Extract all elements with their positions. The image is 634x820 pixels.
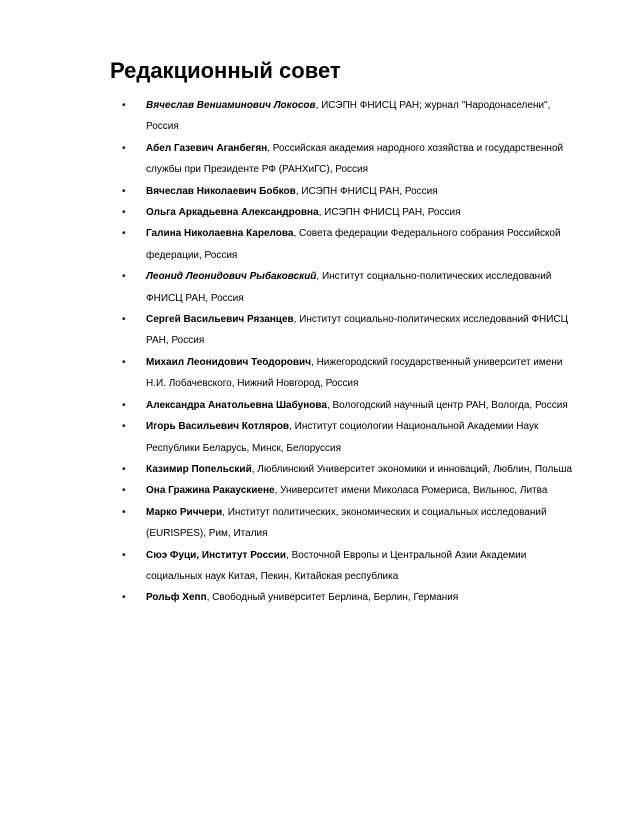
- member-name: Сергей Васильевич Рязанцев: [146, 314, 294, 326]
- bullet-icon: •: [122, 185, 126, 197]
- member-name: Вячеслав Николаевич Бобков: [146, 185, 296, 197]
- member-name: Рольф Хепп: [146, 592, 207, 604]
- bullet-icon: •: [122, 207, 126, 219]
- bullet-icon: •: [122, 142, 126, 154]
- member-affiliation: , ИСЭПН ФНИСЦ РАН, Россия: [295, 185, 438, 197]
- member-affiliation: , Институт политических, экономических и социальных исследований (EURISPES), Рим, Италия: [146, 506, 547, 540]
- member-name: Сюэ Фуци, Институт России: [146, 549, 287, 561]
- member-affiliation: , Институт социологии Национальной Академии Наук Республики Беларусь, Минск, Белоруссия: [146, 421, 539, 454]
- bullet-icon: •: [122, 314, 126, 326]
- member-affiliation: , Вологодский научный центр РАН, Вологда, Россия: [326, 399, 568, 411]
- list-item: [122, 95, 576, 138]
- list-item: [122, 587, 576, 608]
- bullet-icon: •: [122, 506, 126, 518]
- member-name: Ольга Аркадьевна Александровна: [146, 207, 319, 219]
- list-item: [122, 223, 576, 266]
- member-affiliation: , Институт социально-политических исследований ФНИСЦ РАН, Россия: [146, 271, 552, 304]
- member-affiliation: , ИСЭПН ФНИСЦ РАН, Россия: [318, 207, 461, 219]
- member-affiliation: , Институт социально-политических исследований ФНИСЦ РАН, Россия: [146, 314, 569, 347]
- member-name: Галина Николаевна Карелова: [146, 228, 294, 240]
- member-affiliation: , Совета федерации Федерального собрания Российской федерации, Россия: [146, 228, 561, 261]
- bullet-icon: •: [122, 271, 126, 283]
- member-affiliation: , Люблинский Университет экономики и инноваций, Люблин, Польша: [251, 463, 573, 475]
- bullet-icon: •: [122, 549, 126, 561]
- list-item: [122, 459, 576, 480]
- member-name: Она Гражина Ракаускиене: [146, 485, 275, 497]
- member-name: Леонид Леонидович Рыбаковский: [146, 271, 317, 283]
- member-affiliation: , ИСЭПН ФНИСЦ РАН; журнал "Народонаселени", Россия: [146, 100, 551, 133]
- list-item: [122, 181, 576, 202]
- member-name: Марко Риччери: [146, 506, 223, 518]
- member-affiliation: , Свободный университет Берлина, Берлин, Германия: [206, 592, 459, 604]
- bullet-icon: •: [122, 228, 126, 240]
- list-item: [122, 395, 576, 416]
- list-item: [122, 480, 576, 501]
- list-item: [122, 352, 576, 395]
- bullet-icon: •: [122, 485, 126, 497]
- bullet-icon: •: [122, 399, 126, 411]
- bullet-icon: •: [122, 421, 126, 433]
- list-item: [122, 545, 576, 588]
- member-affiliation: , Российская академия народного хозяйства и государственной службы при Президенте РФ (РАНХиГС), Россия: [146, 142, 564, 176]
- bullet-icon: •: [122, 463, 126, 475]
- bullet-icon: •: [122, 592, 126, 604]
- list-item: [122, 202, 576, 223]
- member-affiliation: , Нижегородский государственный университет имени Н.И. Лобачевского, Нижний Новгород, Россия: [146, 356, 563, 390]
- list-item: [122, 502, 576, 545]
- member-name: Александра Анатольевна Шабунова: [146, 399, 327, 411]
- member-name: Казимир Попельский: [146, 463, 252, 475]
- member-name: Михаил Леонидович Теодорович: [146, 356, 312, 368]
- member-affiliation: , Университет имени Миколаса Ромериса, Вильнюс, Литва: [274, 485, 548, 497]
- member-name: Вячеслав Вениаминович Локосов: [146, 100, 316, 111]
- bullet-icon: •: [122, 356, 126, 368]
- page-title: Редакционный совет: [110, 58, 341, 83]
- list-item: [122, 138, 576, 181]
- member-name: Абел Газевич Аганбегян: [146, 142, 268, 154]
- list-item: [122, 416, 576, 459]
- member-name: Игорь Васильевич Котляров: [146, 421, 290, 433]
- list-item: [122, 266, 576, 309]
- bullet-icon: •: [122, 100, 126, 111]
- editorial-board-list: [122, 95, 576, 609]
- list-item: [122, 309, 576, 352]
- member-affiliation: , Восточной Европы и Центральной Азии Академии социальных наук Китая, Пекин, Китайская республика: [146, 549, 527, 582]
